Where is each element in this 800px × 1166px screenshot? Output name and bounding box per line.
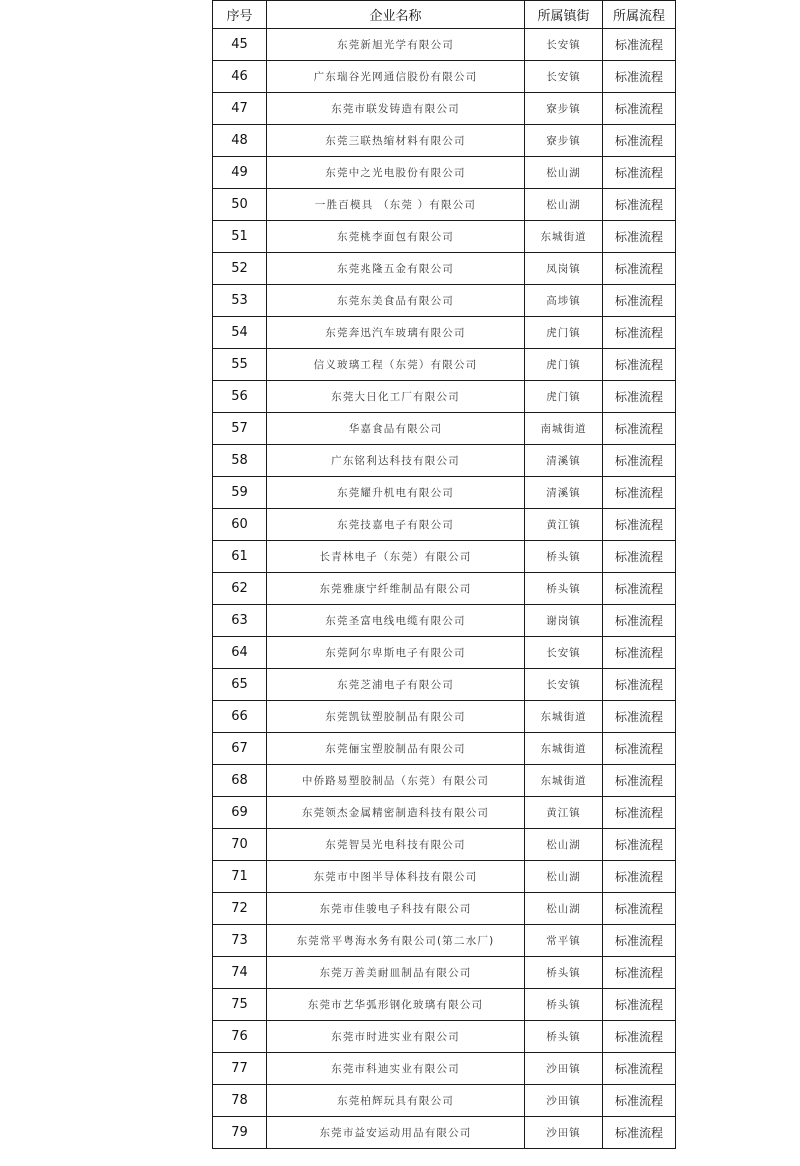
row-company-name: 东莞常平粤海水务有限公司(第二水厂): [267, 925, 525, 957]
row-company-name: 东莞兆隆五金有限公司: [267, 253, 525, 285]
table-row: [213, 669, 676, 701]
row-serial: 46: [213, 61, 267, 93]
row-company-name: 东莞智昊光电科技有限公司: [267, 829, 525, 861]
table-body: [213, 29, 676, 1149]
row-serial: 72: [213, 893, 267, 925]
table-row: [213, 605, 676, 637]
row-process: 标准流程: [603, 893, 676, 925]
row-process: 标准流程: [603, 605, 676, 637]
table-row: [213, 189, 676, 221]
company-table-sheet: [212, 0, 676, 1149]
row-serial: 57: [213, 413, 267, 445]
row-town: 长安镇: [525, 669, 603, 701]
row-company-name: 东莞市佳骏电子科技有限公司: [267, 893, 525, 925]
row-company-name: 东莞中之光电股份有限公司: [267, 157, 525, 189]
row-process: 标准流程: [603, 445, 676, 477]
table-row: [213, 637, 676, 669]
row-town: 虎门镇: [525, 317, 603, 349]
row-serial: 47: [213, 93, 267, 125]
row-process: 标准流程: [603, 349, 676, 381]
row-town: 东城街道: [525, 733, 603, 765]
row-town: 桥头镇: [525, 1021, 603, 1053]
row-company-name: 中侨路易塑胶制品（东莞）有限公司: [267, 765, 525, 797]
row-town: 桥头镇: [525, 957, 603, 989]
table-row: [213, 829, 676, 861]
row-process: 标准流程: [603, 701, 676, 733]
row-town: 清溪镇: [525, 477, 603, 509]
row-serial: 70: [213, 829, 267, 861]
table-row: [213, 221, 676, 253]
row-serial: 63: [213, 605, 267, 637]
row-process: 标准流程: [603, 189, 676, 221]
row-company-name: 东莞凯钛塑胶制品有限公司: [267, 701, 525, 733]
row-town: 黄江镇: [525, 797, 603, 829]
row-town: 长安镇: [525, 637, 603, 669]
row-town: 清溪镇: [525, 445, 603, 477]
row-serial: 62: [213, 573, 267, 605]
table-row: [213, 317, 676, 349]
row-serial: 64: [213, 637, 267, 669]
table-row: [213, 61, 676, 93]
row-serial: 52: [213, 253, 267, 285]
table-row: [213, 253, 676, 285]
row-serial: 79: [213, 1117, 267, 1149]
row-company-name: 东莞万善美耐皿制品有限公司: [267, 957, 525, 989]
row-town: 寮步镇: [525, 93, 603, 125]
row-serial: 67: [213, 733, 267, 765]
row-process: 标准流程: [603, 957, 676, 989]
table-row: [213, 573, 676, 605]
row-process: 标准流程: [603, 317, 676, 349]
row-process: 标准流程: [603, 1085, 676, 1117]
row-company-name: 东莞市联发铸造有限公司: [267, 93, 525, 125]
row-process: 标准流程: [603, 285, 676, 317]
row-process: 标准流程: [603, 157, 676, 189]
row-serial: 54: [213, 317, 267, 349]
table-row: [213, 1085, 676, 1117]
row-town: 东城街道: [525, 765, 603, 797]
row-company-name: 东莞市中图半导体科技有限公司: [267, 861, 525, 893]
table-row: [213, 381, 676, 413]
table-row: [213, 893, 676, 925]
row-town: 谢岗镇: [525, 605, 603, 637]
row-company-name: 东莞市时进实业有限公司: [267, 1021, 525, 1053]
table-row: [213, 989, 676, 1021]
table-row: [213, 29, 676, 61]
row-serial: 45: [213, 29, 267, 61]
row-serial: 69: [213, 797, 267, 829]
row-process: 标准流程: [603, 509, 676, 541]
row-serial: 75: [213, 989, 267, 1021]
row-serial: 59: [213, 477, 267, 509]
row-process: 标准流程: [603, 1117, 676, 1149]
row-town: 松山湖: [525, 861, 603, 893]
table-row: [213, 125, 676, 157]
row-process: 标准流程: [603, 221, 676, 253]
header-process: 所属流程: [603, 1, 676, 29]
row-town: 东城街道: [525, 701, 603, 733]
table-row: [213, 445, 676, 477]
row-company-name: 东莞俪宝塑胶制品有限公司: [267, 733, 525, 765]
row-serial: 65: [213, 669, 267, 701]
row-company-name: 东莞技嘉电子有限公司: [267, 509, 525, 541]
table-row: [213, 1021, 676, 1053]
table-row: [213, 1117, 676, 1149]
row-company-name: 长青林电子（东莞）有限公司: [267, 541, 525, 573]
row-town: 寮步镇: [525, 125, 603, 157]
row-serial: 48: [213, 125, 267, 157]
row-company-name: 东莞雅康宁纤维制品有限公司: [267, 573, 525, 605]
row-process: 标准流程: [603, 541, 676, 573]
row-process: 标准流程: [603, 477, 676, 509]
row-process: 标准流程: [603, 797, 676, 829]
table-row: [213, 541, 676, 573]
row-process: 标准流程: [603, 861, 676, 893]
row-serial: 71: [213, 861, 267, 893]
row-process: 标准流程: [603, 573, 676, 605]
company-table: [212, 0, 676, 1149]
row-process: 标准流程: [603, 61, 676, 93]
table-row: [213, 1053, 676, 1085]
row-company-name: 广东瑞谷光网通信股份有限公司: [267, 61, 525, 93]
row-process: 标准流程: [603, 125, 676, 157]
table-row: [213, 861, 676, 893]
row-serial: 68: [213, 765, 267, 797]
row-serial: 60: [213, 509, 267, 541]
row-serial: 77: [213, 1053, 267, 1085]
row-town: 虎门镇: [525, 349, 603, 381]
row-town: 高埗镇: [525, 285, 603, 317]
header-company-name: 企业名称: [267, 1, 525, 29]
row-serial: 53: [213, 285, 267, 317]
row-process: 标准流程: [603, 765, 676, 797]
table-row: [213, 765, 676, 797]
table-header-row: [213, 1, 676, 29]
row-process: 标准流程: [603, 253, 676, 285]
table-row: [213, 957, 676, 989]
table-row: [213, 285, 676, 317]
row-process: 标准流程: [603, 989, 676, 1021]
row-town: 常平镇: [525, 925, 603, 957]
row-process: 标准流程: [603, 29, 676, 61]
row-town: 桥头镇: [525, 541, 603, 573]
row-process: 标准流程: [603, 733, 676, 765]
row-town: 黄江镇: [525, 509, 603, 541]
row-company-name: 广东铭利达科技有限公司: [267, 445, 525, 477]
row-company-name: 东莞领杰金属精密制造科技有限公司: [267, 797, 525, 829]
row-process: 标准流程: [603, 1053, 676, 1085]
row-company-name: 东莞芝浦电子有限公司: [267, 669, 525, 701]
table-row: [213, 477, 676, 509]
row-company-name: 东莞阿尔卑斯电子有限公司: [267, 637, 525, 669]
table-row: [213, 925, 676, 957]
row-company-name: 信义玻璃工程（东莞）有限公司: [267, 349, 525, 381]
row-company-name: 东莞耀升机电有限公司: [267, 477, 525, 509]
table-row: [213, 93, 676, 125]
row-company-name: 东莞柏辉玩具有限公司: [267, 1085, 525, 1117]
row-town: 凤岗镇: [525, 253, 603, 285]
row-serial: 73: [213, 925, 267, 957]
row-town: 松山湖: [525, 157, 603, 189]
row-company-name: 东莞圣富电线电缆有限公司: [267, 605, 525, 637]
row-serial: 55: [213, 349, 267, 381]
row-serial: 58: [213, 445, 267, 477]
row-serial: 74: [213, 957, 267, 989]
row-town: 东城街道: [525, 221, 603, 253]
row-process: 标准流程: [603, 381, 676, 413]
row-serial: 66: [213, 701, 267, 733]
row-serial: 61: [213, 541, 267, 573]
table-row: [213, 413, 676, 445]
row-company-name: 东莞桃李面包有限公司: [267, 221, 525, 253]
table-row: [213, 157, 676, 189]
table-row: [213, 797, 676, 829]
table-row: [213, 733, 676, 765]
row-company-name: 华嘉食品有限公司: [267, 413, 525, 445]
header-town: 所属镇街: [525, 1, 603, 29]
row-company-name: 东莞东美食品有限公司: [267, 285, 525, 317]
row-process: 标准流程: [603, 925, 676, 957]
row-serial: 49: [213, 157, 267, 189]
row-town: 桥头镇: [525, 573, 603, 605]
row-process: 标准流程: [603, 637, 676, 669]
row-serial: 51: [213, 221, 267, 253]
row-town: 沙田镇: [525, 1085, 603, 1117]
table-row: [213, 509, 676, 541]
row-serial: 78: [213, 1085, 267, 1117]
row-process: 标准流程: [603, 829, 676, 861]
row-process: 标准流程: [603, 1021, 676, 1053]
row-company-name: 东莞市科迪实业有限公司: [267, 1053, 525, 1085]
row-company-name: 东莞市益安运动用品有限公司: [267, 1117, 525, 1149]
row-process: 标准流程: [603, 93, 676, 125]
row-process: 标准流程: [603, 669, 676, 701]
row-process: 标准流程: [603, 413, 676, 445]
row-town: 沙田镇: [525, 1053, 603, 1085]
row-town: 长安镇: [525, 61, 603, 93]
row-town: 松山湖: [525, 829, 603, 861]
row-serial: 56: [213, 381, 267, 413]
table-row: [213, 701, 676, 733]
row-serial: 50: [213, 189, 267, 221]
row-company-name: 东莞新旭光学有限公司: [267, 29, 525, 61]
header-serial: 序号: [213, 1, 267, 29]
row-company-name: 东莞奔迅汽车玻璃有限公司: [267, 317, 525, 349]
row-town: 松山湖: [525, 189, 603, 221]
row-company-name: 东莞大日化工厂有限公司: [267, 381, 525, 413]
row-serial: 76: [213, 1021, 267, 1053]
row-town: 南城街道: [525, 413, 603, 445]
row-town: 长安镇: [525, 29, 603, 61]
row-town: 虎门镇: [525, 381, 603, 413]
row-town: 桥头镇: [525, 989, 603, 1021]
row-town: 松山湖: [525, 893, 603, 925]
row-town: 沙田镇: [525, 1117, 603, 1149]
table-row: [213, 349, 676, 381]
row-company-name: 一胜百模具 （东莞 ）有限公司: [267, 189, 525, 221]
row-company-name: 东莞市艺华弧形钢化玻璃有限公司: [267, 989, 525, 1021]
row-company-name: 东莞三联热缩材料有限公司: [267, 125, 525, 157]
